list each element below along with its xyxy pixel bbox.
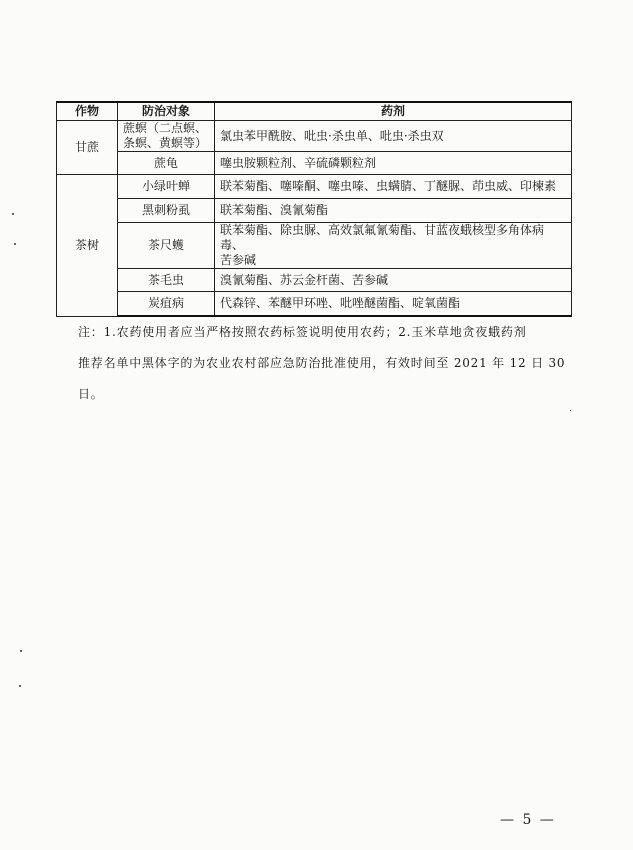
table-row xyxy=(57,292,572,317)
target-text-line: 蔗螟（二点螟、 xyxy=(123,121,208,135)
scan-speck xyxy=(19,685,21,687)
agent-cell: 代森锌、苯醚甲环唑、吡唑醚菌酯、啶氧菌酯 xyxy=(215,292,572,317)
target-cell xyxy=(118,121,215,152)
header-crop: 作物 xyxy=(57,102,118,121)
page-number: — 5 — xyxy=(500,812,556,828)
table-header-row xyxy=(57,102,572,121)
table-row xyxy=(57,199,572,223)
table-row xyxy=(57,152,572,175)
pesticide-table xyxy=(56,101,572,317)
agent-text-line: 联苯菊酯、除虫脲、高效氯氟氰菊酯、甘蓝夜蛾核型多角体病毒、 xyxy=(220,223,545,252)
note-line-3: 日。 xyxy=(78,387,104,401)
agent-cell: 溴氰菊酯、苏云金杆菌、苦参碱 xyxy=(215,269,572,292)
header-target: 防治对象 xyxy=(118,102,215,121)
note-line-1: 注：1.农药使用者应当严格按照农药标签说明使用农药；2.玉米草地贪夜蛾药剂 xyxy=(78,325,527,339)
target-text-line: 条螟、黄螟等） xyxy=(123,136,208,150)
header-agent: 药剂 xyxy=(215,102,572,121)
scan-speck xyxy=(570,410,571,411)
agent-cell: 氯虫苯甲酰胺、吡虫·杀虫单、吡虫·杀虫双 xyxy=(215,121,572,152)
table-row xyxy=(57,269,572,292)
target-cell: 小绿叶蝉 xyxy=(118,175,215,199)
target-cell: 茶尺蠖 xyxy=(118,223,215,269)
target-cell: 炭疽病 xyxy=(118,292,215,317)
agent-cell xyxy=(215,223,572,269)
table-row xyxy=(57,175,572,199)
crop-cell-tea: 茶树 xyxy=(57,175,118,317)
scan-speck xyxy=(14,243,16,245)
note-line-2: 推荐名单中黑体字的为农业农村部应急防治批准使用，有效时间至 2021 年 12 日 30 xyxy=(78,356,566,370)
agent-cell: 联苯菊酯、噻嗪酮、噻虫嗪、虫螨腈、丁醚脲、茚虫威、印楝素 xyxy=(215,175,572,199)
scan-speck xyxy=(12,213,14,215)
agent-cell: 联苯菊酯、溴氰菊酯 xyxy=(215,199,572,223)
table-row xyxy=(57,223,572,269)
agent-text-line: 苦参碱 xyxy=(220,253,257,267)
table-row xyxy=(57,121,572,152)
scan-speck xyxy=(20,650,22,652)
agent-cell: 噻虫胺颗粒剂、辛硫磷颗粒剂 xyxy=(215,152,572,175)
target-cell: 蔗龟 xyxy=(118,152,215,175)
crop-cell-sugarcane: 甘蔗 xyxy=(57,121,118,175)
target-cell: 茶毛虫 xyxy=(118,269,215,292)
target-cell: 黑刺粉虱 xyxy=(118,199,215,223)
